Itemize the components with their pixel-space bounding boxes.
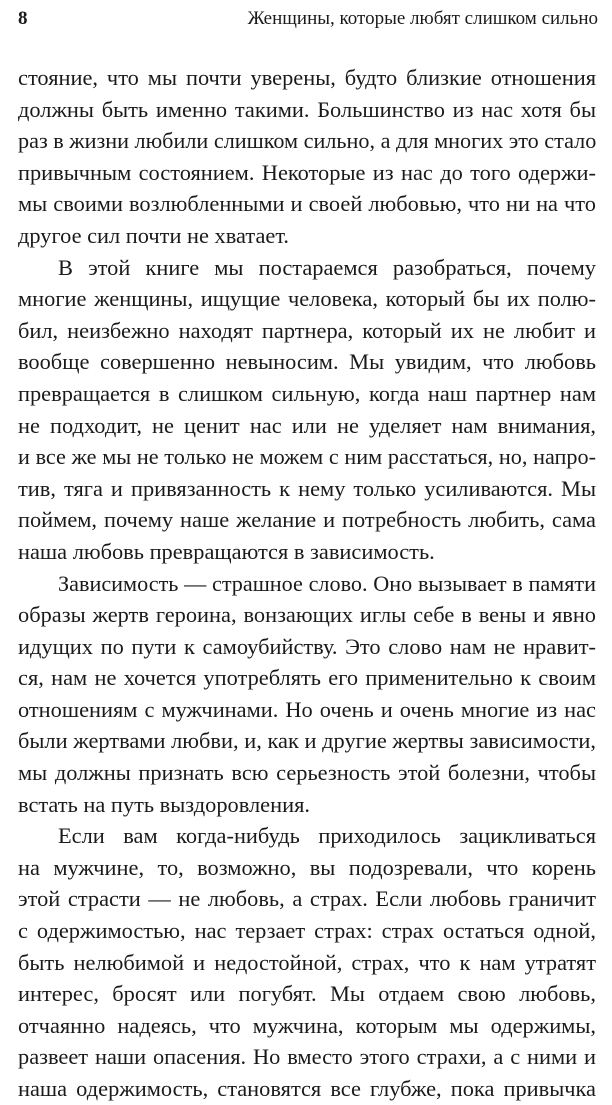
text-line: встать на путь выздоровления. — [18, 791, 310, 817]
text-line: Зависимость — страшное слово. Оно вызывает в памяти — [58, 570, 596, 596]
text-line: развеет наши опасения. Но вместо этого страхи, а с ними и — [18, 1044, 596, 1070]
text-line: наша любовь превращаются в зависимость. — [18, 538, 435, 564]
text-line: бил, неизбежно находят партнера, который их не любит и — [18, 317, 596, 343]
body-text — [18, 62, 596, 1105]
text-line: тив, тяга и привязанность к нему только усиливаются. Мы — [18, 475, 596, 501]
text-line: привычным состоянием. Некоторые из нас до того одержи- — [18, 159, 596, 185]
paragraph — [18, 252, 596, 568]
running-head — [18, 6, 598, 32]
paragraph — [18, 62, 596, 252]
paragraph — [18, 820, 596, 1104]
text-line: раз в жизни любили слишком сильно, а для многих это стало — [18, 128, 596, 154]
text-line: идущих по пути к самоубийству. Это слово нам не нравит- — [18, 633, 596, 659]
text-line: Если вам когда-нибудь приходилось зацикливаться — [58, 823, 596, 849]
text-line: на мужчине, то, возможно, вы подозревали, что корень — [18, 854, 596, 880]
text-line: вообще совершенно невыносим. Мы увидим, что любовь — [18, 349, 596, 375]
text-line: превращается в слишком сильную, когда наш партнер нам — [18, 380, 596, 406]
text-line: не подходит, не ценит нас или не уделяет нам внимания, — [18, 412, 596, 438]
book-title: Женщины, которые любят слишком сильно — [247, 8, 598, 29]
text-line: были жертвами любви, и, как и другие жертвы зависимости, — [18, 728, 596, 754]
text-line: стояние, что мы почти уверены, будто близкие отношения — [18, 65, 596, 90]
text-line: быть нелюбимой и недостойной, страх, что к нам утратят — [18, 949, 596, 975]
text-line: отчаянно надеясь, что мужчина, которым мы одержимы, — [18, 1012, 596, 1038]
text-line: поймем, почему наше желание и потребность любить, сама — [18, 507, 596, 533]
text-line: мы своими возлюбленными и своей любовью, что ни на что — [18, 191, 596, 217]
page-number: 8 — [18, 8, 28, 29]
text-line: наша одержимость, становятся все глубже, пока привычка — [18, 1076, 596, 1101]
text-line: другое сил почти не хватает. — [18, 222, 290, 248]
text-line: отношениям с мужчинами. Но очень и очень многие из нас — [18, 696, 596, 722]
text-line: образы жертв героина, вонзающих иглы себе в вены и явно — [18, 602, 596, 628]
text-line: и все же мы не только не можем с ним расстаться, но, напро- — [18, 444, 596, 470]
text-line: должны быть именно такими. Большинство из нас хотя бы — [18, 96, 596, 122]
text-line: этой страсти — не любовь, а страх. Если любовь граничит — [18, 886, 596, 912]
paragraph — [18, 568, 596, 821]
text-line: В этой книге мы постараемся разобраться, почему — [58, 254, 596, 280]
text-line: интерес, бросят или погубят. Мы отдаем свою любовь, — [18, 981, 596, 1007]
text-line: многие женщины, ищущие человека, который бы их полю- — [18, 286, 596, 312]
text-line: мы должны признать всю серьезность этой болезни, чтобы — [18, 760, 596, 786]
text-line: с одержимостью, нас терзает страх: страх остаться одной, — [18, 918, 596, 944]
text-line: ся, нам не хочется употреблять его применительно к своим — [18, 665, 596, 691]
